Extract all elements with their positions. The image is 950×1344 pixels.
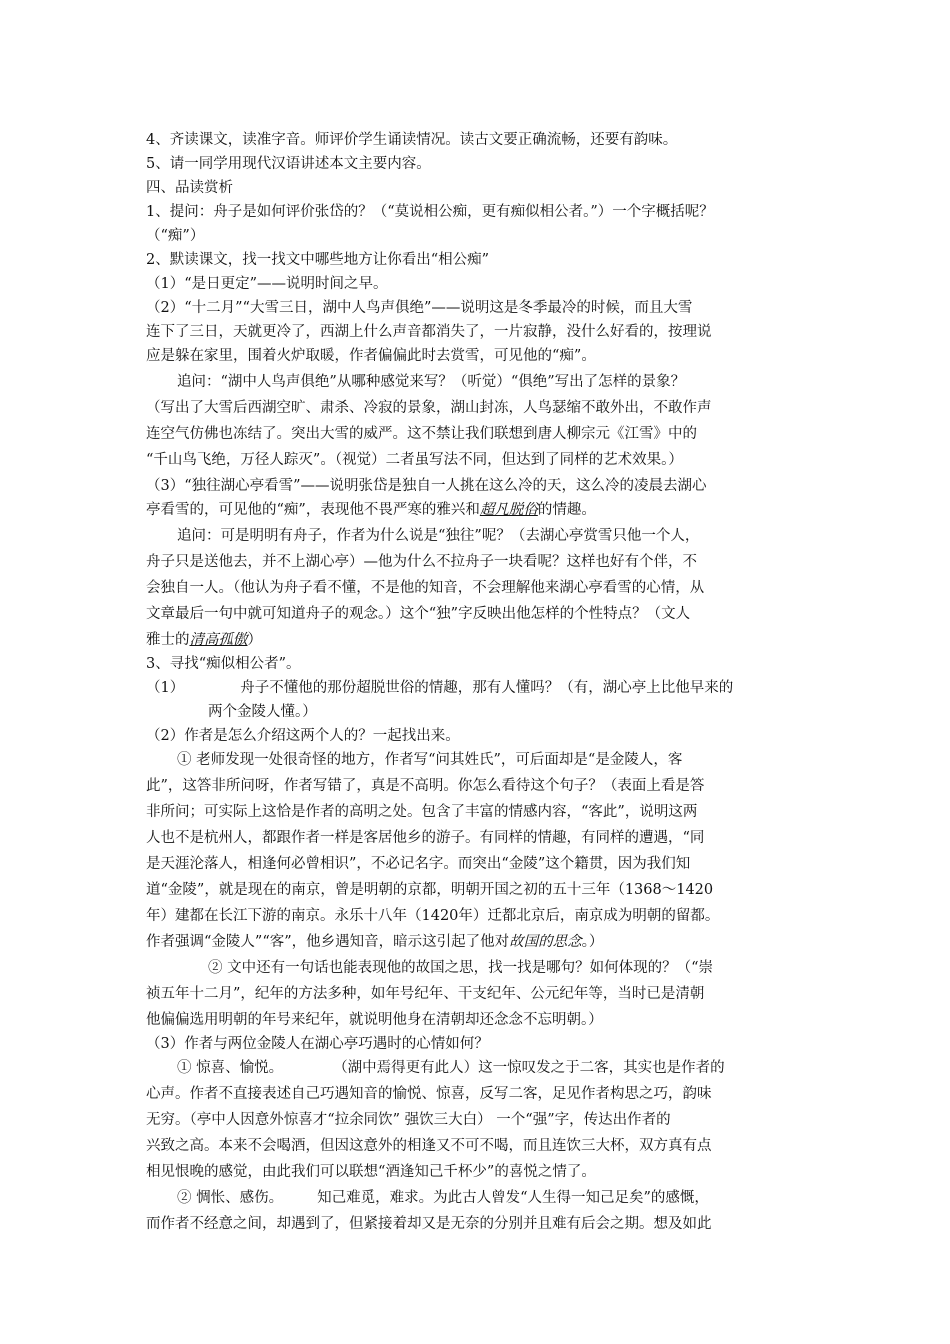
text-run: ② 惆怅、感伤。 <box>177 1190 284 1206</box>
text-line <box>146 678 733 698</box>
text-line: （3）“独往湖心亭看雪”——说明张岱是独自一人挑在这么冷的天，这么冷的凌晨去湖心 <box>146 478 707 494</box>
text-line: 会独自一人。（他认为舟子看不懂，不是他的知音，不会理解他来湖心亭看雪的心情，从 <box>146 580 705 596</box>
text-line: 应是躲在家里，围着火炉取暖，作者偏偏此时去赏雪，可见他的“痴”。 <box>146 348 596 364</box>
text-run: （1） <box>146 680 185 696</box>
text-run: 雅士的 <box>146 632 190 648</box>
text-line: （写出了大雪后西湖空旷、肃杀、冷寂的景象，湖山封冻，人鸟瑟缩不敢外出，不敢作声 <box>146 400 712 416</box>
italic-phrase: 故国的思念 <box>509 934 582 950</box>
text-line: 文章最后一句中就可知道舟子的观念。）这个“独”字反映出他怎样的个性特点？（文人 <box>146 606 691 622</box>
text-line <box>146 932 603 952</box>
text-line: 舟子只是送他去，并不上湖心亭）—他为什么不拉舟子一块看呢？这样也好有个伴，不 <box>146 554 697 570</box>
text-line: （2）“十二月”“大雪三日，湖中人鸟声俱绝”——说明这是冬季最冷的时候，而且大雪 <box>146 300 693 316</box>
text-line: 兴致之高。本来不会喝酒，但因这意外的相逢又不可不喝，而且连饮三大杯，双方真有点 <box>146 1138 712 1154</box>
text-line: ① 老师发现一处很奇怪的地方，作者写“问其姓氏”，可后面却是“是金陵人，客 <box>177 752 683 768</box>
text-line: 道“金陵”，就是现在的南京，曾是明朝的京都，明朝开国之初的五十三年（1368～1420 <box>146 882 714 898</box>
text-line: 1、提问：舟子是如何评价张岱的？（“莫说相公痴，更有痴似相公者。”）一个字概括呢？ <box>146 204 714 220</box>
text-line: 而作者不经意之间，却遇到了，但紧接着却又是无奈的分别并且难有后会之期。想及如此 <box>146 1216 712 1232</box>
text-run: 的情趣。 <box>537 502 596 518</box>
text-line: 此”，这答非所问呀，作者写错了，真是不高明。你怎么看待这个句子？（表面上看是答 <box>146 778 705 794</box>
text-line: （3）作者与两位金陵人在湖心亭巧遇时的心情如何？ <box>146 1036 489 1052</box>
text-line <box>177 1188 709 1208</box>
text-line <box>177 1058 725 1078</box>
text-line: 年）建都在长江下游的南京。永乐十八年（1420年）迁都北京后，南京成为明朝的留都。 <box>146 908 720 924</box>
text-line: 连下了三日，天就更冷了，西湖上什么声音都消失了，一片寂静，没什么好看的，按理说 <box>146 324 712 340</box>
text-line: 追问：“湖中人鸟声俱绝”从哪种感觉来写？（听觉）“俱绝”写出了怎样的景象？ <box>177 374 686 390</box>
text-run: （湖中焉得更有此人）这一惊叹发之于二客，其实也是作者的 <box>333 1060 725 1076</box>
text-line: 4、齐读课文，读准字音。师评价学生诵读情况。读古文要正确流畅，还要有韵味。 <box>146 132 678 148</box>
text-line: ② 文中还有一句话也能表现他的故国之思，找一找是哪句？如何体现的？（“崇 <box>208 960 714 976</box>
text-line: 3、寻找“痴似相公者”。 <box>146 656 301 672</box>
text-run: ① 惊喜、愉悦。 <box>177 1060 284 1076</box>
text-run: 知己难觅，难求。为此古人曾发“人生得一知己足矣”的感慨， <box>317 1190 709 1206</box>
text-line: “千山鸟飞绝，万径人踪灭”。（视觉）二者虽写法不同，但达到了同样的艺术效果。） <box>146 452 683 468</box>
text-line: 追问：可是明明有舟子，作者为什么说是“独往”呢？（去湖心亭赏雪只他一个人， <box>177 528 700 544</box>
underlined-phrase: 清高孤傲 <box>189 632 248 648</box>
text-line: 5、请一同学用现代汉语讲述本文主要内容。 <box>146 156 431 172</box>
text-line <box>146 630 262 650</box>
text-line: 心声。作者不直接表述自己巧遇知音的愉悦、惊喜，反写二客，足见作者构思之巧，韵味 <box>146 1086 712 1102</box>
text-run: 作者强调“金陵人”“客”，他乡遇知音，暗示这引起了他对 <box>146 934 510 950</box>
text-line: 他偏偏选用明朝的年号来纪年，就说明他身在清朝却还念念不忘明朝。） <box>146 1012 603 1028</box>
text-line: 人也不是杭州人，都跟作者一样是客居他乡的游子。有同样的情趣，有同样的遭遇，“同 <box>146 830 705 846</box>
text-line: 祯五年十二月”，纪年的方法多种，如年号纪年、干支纪年、公元纪年等，当时已是清朝 <box>146 986 705 1002</box>
text-line: 相见恨晚的感觉，由此我们可以联想“酒逢知己千杯少”的喜悦之情了。 <box>146 1164 596 1180</box>
text-run: ） <box>247 632 262 648</box>
section-heading: 四、品读赏析 <box>146 180 233 196</box>
text-line: 非所问；可实际上这恰是作者的高明之处。包含了丰富的情感内容，“客此”，说明这两 <box>146 804 698 820</box>
text-line: 无穷。（亭中人因意外惊喜才“拉余同饮” 强饮三大白） 一个“强”字，传达出作者的 <box>146 1112 671 1128</box>
text-line: 2、默读课文，找一找文中哪些地方让你看出“相公痴” <box>146 252 490 268</box>
text-line <box>146 500 596 520</box>
text-line: 两个金陵人懂。） <box>208 704 317 720</box>
text-line: 连空气仿佛也冻结了。突出大雪的威严。这不禁让我们联想到唐人柳宗元《江雪》中的 <box>146 426 697 442</box>
text-run: 舟子不懂他的那份超脱世俗的情趣，那有人懂吗？（有，湖心亭上比他早来的 <box>240 680 734 696</box>
text-run: 亭看雪的，可见他的“痴”，表现他不畏严寒的雅兴和 <box>146 502 480 518</box>
text-run: 。） <box>581 934 604 950</box>
text-line: （1）“是日更定”——说明时间之早。 <box>146 276 388 292</box>
text-line: 是天涯沦落人，相逢何必曾相识”，不必记名字。而突出“金陵”这个籍贯，因为我们知 <box>146 856 691 872</box>
underlined-phrase: 超凡脱俗 <box>479 502 538 518</box>
text-line: （“痴”） <box>146 228 205 244</box>
text-line: （2）作者是怎么介绍这两个人的？一起找出来。 <box>146 728 460 744</box>
